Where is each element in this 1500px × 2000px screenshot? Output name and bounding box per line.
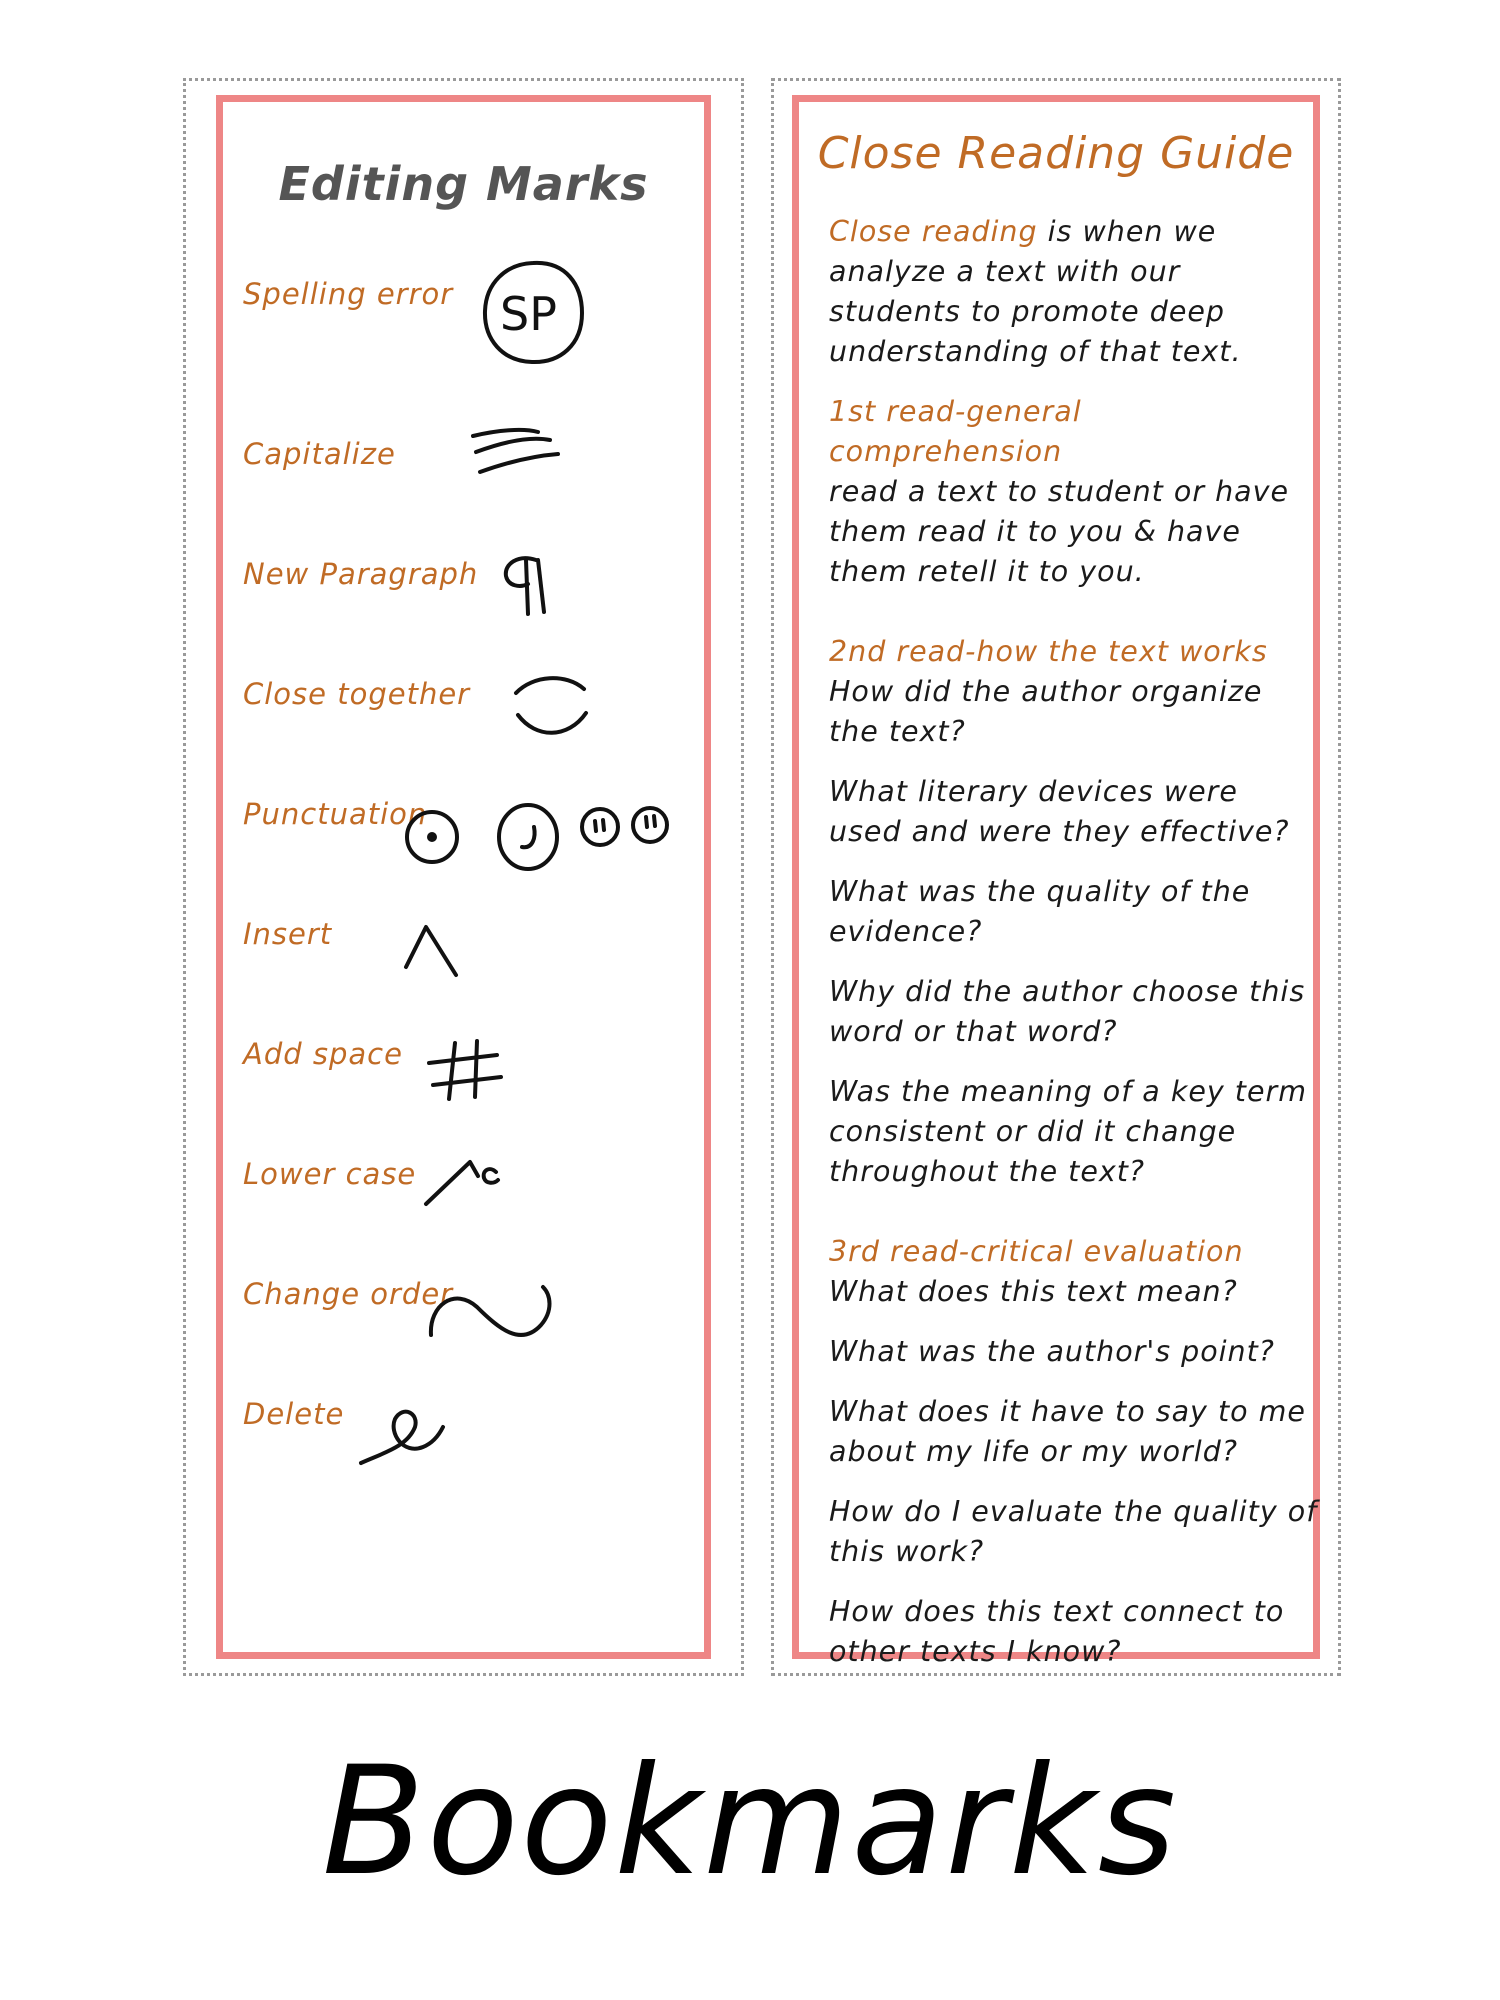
- mark-label: Insert: [243, 917, 333, 951]
- mark-row-delete: [223, 1397, 704, 1497]
- first-read-text: read a text to student or have them read it to you & have them retell it to you.: [829, 475, 1290, 588]
- second-read-question: What was the quality of the evidence?: [829, 875, 1251, 948]
- sp-symbol-text: SP: [500, 287, 557, 341]
- delete-loop-icon: [353, 1397, 453, 1477]
- punctuation-circles-icon: [388, 797, 688, 877]
- bookmarks-footer-title: Bookmarks: [321, 1735, 1179, 1909]
- intro-term: Close reading: [829, 215, 1038, 248]
- third-read-question: What was the author's point?: [829, 1335, 1275, 1368]
- mark-label: Punctuation: [243, 797, 428, 831]
- change-order-swirl-icon: [423, 1277, 563, 1357]
- mark-label: Lower case: [243, 1157, 417, 1191]
- paragraph-mark-icon: [498, 552, 558, 627]
- close-together-arcs-icon: [508, 669, 598, 749]
- second-read-question: Was the meaning of a key term consistent or did it change throughout the text?: [829, 1075, 1307, 1188]
- third-read-question: What does this text mean?: [829, 1275, 1238, 1308]
- mark-row-capitalize: [223, 437, 704, 537]
- mark-label: Delete: [243, 1397, 345, 1431]
- mark-row-spelling-error: [223, 277, 704, 377]
- mark-row-insert: [223, 917, 704, 1017]
- mark-row-lower-case: [223, 1157, 704, 1257]
- insert-caret-icon: [398, 917, 468, 987]
- mark-label: Capitalize: [243, 437, 396, 471]
- third-read-question: How do I evaluate the quality of this work?: [829, 1495, 1318, 1568]
- mark-label: Change order: [243, 1277, 454, 1311]
- intro-text: is when we analyze a text with our students to promote deep understanding of that text.: [829, 215, 1242, 368]
- second-read-question: How did the author organize the text?: [829, 675, 1263, 748]
- close-reading-content: [829, 212, 1319, 1672]
- mark-label: New Paragraph: [243, 557, 479, 591]
- intro-paragraph: [829, 212, 1319, 372]
- close-reading-bookmark: [771, 78, 1341, 1676]
- mark-label: Close together: [243, 677, 471, 711]
- editing-marks-title: Editing Marks: [278, 157, 649, 211]
- close-reading-title: Close Reading Guide: [817, 128, 1295, 179]
- mark-row-punctuation: [223, 797, 704, 897]
- add-space-hash-icon: [423, 1037, 513, 1117]
- mark-row-change-order: [223, 1277, 704, 1377]
- third-read-question: What does it have to say to me about my life or my world?: [829, 1395, 1306, 1468]
- bookmark-border: [216, 95, 711, 1659]
- mark-label: Spelling error: [243, 277, 454, 311]
- second-read-question: What literary devices were used and were they effective?: [829, 775, 1290, 848]
- third-read-question: How does this text connect to other texts I know?: [829, 1595, 1285, 1668]
- lower-case-mark-icon: [418, 1142, 518, 1222]
- first-read-heading: 1st read-general comprehension: [829, 395, 1082, 468]
- third-read-heading: 3rd read-critical evaluation: [829, 1235, 1244, 1268]
- second-read-heading: 2nd read-how the text works: [829, 635, 1268, 668]
- bookmark-border: [792, 95, 1320, 1668]
- spelling-error-circled-sp-icon: [478, 257, 588, 367]
- mark-row-new-paragraph: [223, 557, 704, 657]
- mark-label: Add space: [243, 1037, 403, 1071]
- editing-marks-bookmark: [183, 78, 744, 1676]
- second-read-question: Why did the author choose this word or that word?: [829, 975, 1306, 1048]
- mark-row-add-space: [223, 1037, 704, 1137]
- capitalize-triple-underline-icon: [468, 422, 568, 492]
- mark-row-close-together: [223, 677, 704, 777]
